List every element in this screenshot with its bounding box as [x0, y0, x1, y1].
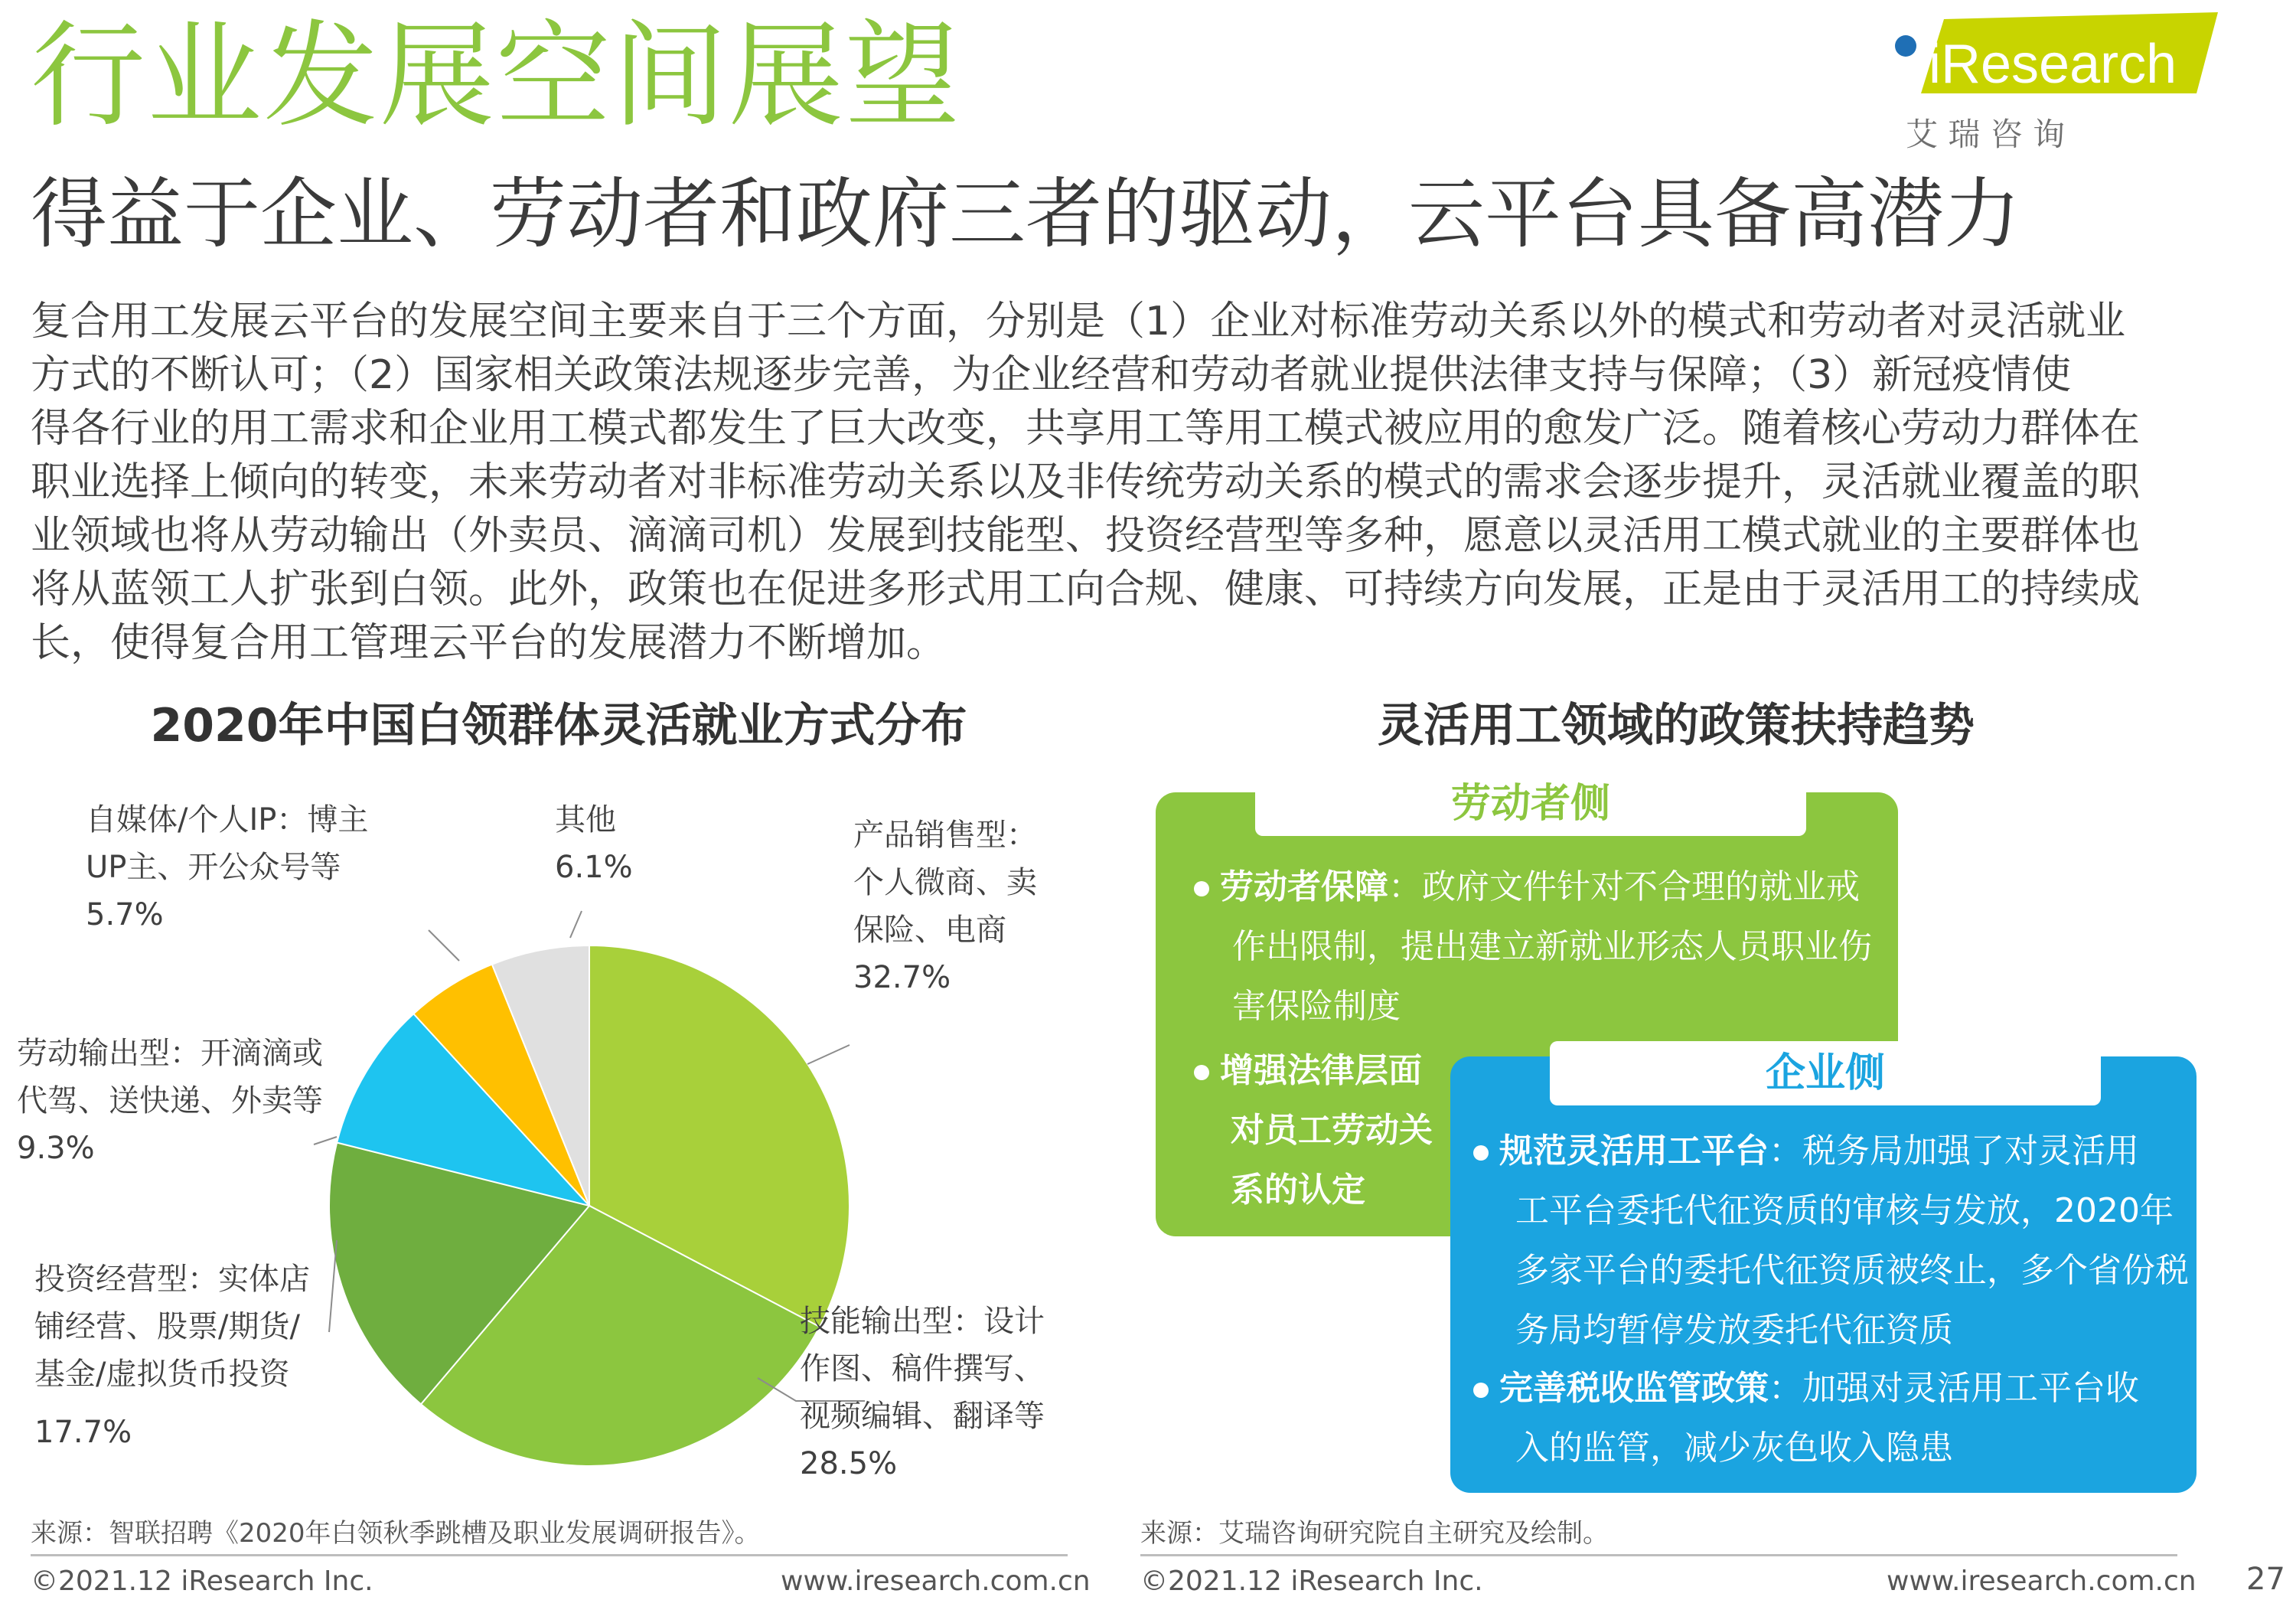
worker-item-bold: 增强法律层面: [1220, 1051, 1422, 1090]
body-line: 长，使得复合用工管理云平台的发展潜力不断增加。: [31, 620, 947, 666]
worker-side-tab: 劳动者侧: [1255, 772, 1806, 836]
body-line: 方式的不断认可；（2）国家相关政策法规逐步完善，为企业经营和劳动者就业提供法律支持与保障；（3）新冠疫情使: [31, 352, 2072, 398]
pie-label-line: UP主、开公众号等: [86, 850, 341, 885]
body-line: 职业选择上倾向的转变，未来劳动者对非标准劳动关系以及非传统劳动关系的模式的需求会逐步提升，灵活就业覆盖的职: [31, 459, 2141, 505]
page-number: 27: [2246, 1562, 2285, 1597]
body-line: 业领域也将从劳动输出（外卖员、滴滴司机）发展到技能型、投资经营型等多种，愿意以灵活用工模式就业的主要群体也: [31, 513, 2141, 559]
worker-item-text: ：政府文件针对不合理的就业戒: [1388, 867, 1860, 906]
worker-item-text: 害保险制度: [1232, 987, 1401, 1026]
footer-divider-left: [31, 1554, 1068, 1556]
pie-leader-line-self-media: [429, 930, 459, 961]
pie-chart-title: 2020年中国白领群体灵活就业方式分布: [150, 699, 967, 753]
pie-value: 5.7%: [86, 897, 164, 932]
pie-label-line: 视频编辑、翻译等: [800, 1399, 1045, 1434]
pie-label-line: 基金/虚拟货币投资: [34, 1357, 290, 1392]
pie-value: 9.3%: [17, 1131, 95, 1166]
pie-label-line: 产品销售型：: [853, 818, 1037, 853]
pie-label-line: 技能输出型：设计: [800, 1304, 1045, 1339]
source-left: 来源：智联招聘《2020年白领秋季跳槽及职业发展调研报告》。: [31, 1518, 761, 1549]
body-paragraph: [31, 295, 2189, 670]
pie-label-line: 保险、电商: [853, 913, 1006, 948]
pie-label-line: 其他: [555, 802, 616, 838]
pie-label-line: 代驾、送快递、外卖等: [17, 1083, 323, 1118]
page-subtitle: 得益于企业、劳动者和政府三者的驱动，云平台具备高潜力: [31, 169, 2020, 259]
body-line: 得各行业的用工需求和企业用工模式都发生了巨大改变，共享用工等用工模式被应用的愈发广泛。随着核心劳动力群体在: [31, 406, 2141, 452]
pie-label-self-media: [86, 796, 368, 939]
footer-copyright-left: ©2021.12 iResearch Inc.: [31, 1566, 373, 1597]
enterprise-item-text: ：加强对灵活用工平台收: [1769, 1369, 2139, 1408]
enterprise-item-text: 工平台委托代征资质的审核与发放，2020年: [1515, 1191, 2174, 1230]
pie-label-line: 铺经营、股票/期货/: [34, 1309, 300, 1344]
source-right: 来源：艾瑞咨询研究院自主研究及绘制。: [1140, 1518, 1609, 1549]
enterprise-item-tax: [1473, 1359, 2193, 1478]
enterprise-item-text: ：税务局加强了对灵活用: [1769, 1131, 2139, 1171]
iresearch-logo: [1875, 8, 2219, 153]
pie-value: 32.7%: [853, 960, 951, 995]
footer-divider-right: [1140, 1554, 2177, 1556]
pie-leader-line-product-sales: [807, 1045, 850, 1064]
worker-item-legal: [1194, 1041, 1477, 1220]
worker-item-bold: 系的认定: [1231, 1171, 1365, 1210]
logo-cn-text: 艾 瑞 咨 询: [1906, 116, 2066, 153]
page-title: 行业发展空间展望: [31, 10, 962, 143]
bullet-icon: [1473, 1383, 1489, 1398]
enterprise-item-text: 入的监管，减少灰色收入隐患: [1515, 1429, 1953, 1468]
worker-item-protection: [1194, 857, 1883, 1037]
pie-label-line: 投资经营型：实体店: [34, 1262, 310, 1297]
policy-diagram-title: 灵活用工领域的政策扶持趋势: [1378, 699, 1975, 753]
pie-label-investment: [34, 1256, 310, 1456]
logo-graphic: [1875, 8, 2219, 153]
enterprise-item-text: 多家平台的委托代征资质被终止，多个省份税: [1515, 1251, 2189, 1290]
body-line: 复合用工发展云平台的发展空间主要来自于三个方面，分别是（1）企业对标准劳动关系以外的模式和劳动者对灵活就业: [31, 299, 2126, 344]
enterprise-item-bold: 规范灵活用工平台: [1499, 1131, 1769, 1171]
pie-label-skill-output: [800, 1298, 1045, 1487]
pie-label-labor-output: [17, 1030, 323, 1172]
worker-item-bold: 劳动者保障: [1220, 867, 1388, 906]
enterprise-side-tab: 企业侧: [1550, 1041, 2101, 1105]
footer-copyright-right: ©2021.12 iResearch Inc.: [1140, 1566, 1483, 1597]
pie-label-line: 自媒体/个人IP：博主: [86, 802, 369, 838]
pie-label-line: 作图、稿件撰写、: [800, 1351, 1045, 1386]
worker-item-bold: 对员工劳动关: [1231, 1111, 1433, 1150]
enterprise-item-text: 务局均暂停发放委托代征资质: [1515, 1311, 1953, 1350]
logo-text: iResearch: [1929, 34, 2177, 95]
body-line: 将从蓝领工人扩张到白领。此外，政策也在促进多形式用工向合规、健康、可持续方向发展，正是由于灵活用工的持续成: [31, 567, 2141, 612]
pie-label-product-sales: [853, 811, 1037, 1001]
pie-value: 17.7%: [34, 1415, 132, 1450]
footer-url-left[interactable]: www.iresearch.com.cn: [781, 1566, 1091, 1597]
pie-label-line: 个人微商、卖: [853, 865, 1037, 900]
enterprise-item-bold: 完善税收监管政策: [1499, 1369, 1769, 1408]
worker-item-text: 作出限制，提出建立新就业形态人员职业伤: [1232, 927, 1872, 966]
bullet-icon: [1473, 1145, 1489, 1161]
bullet-icon: [1194, 1065, 1209, 1080]
pie-leader-line-other: [570, 911, 582, 938]
pie-label-line: 劳动输出型：开滴滴或: [17, 1036, 323, 1071]
pie-value: 6.1%: [555, 850, 633, 885]
pie-value: 28.5%: [800, 1446, 898, 1481]
pie-label-other: [555, 796, 633, 891]
footer-url-right[interactable]: www.iresearch.com.cn: [1887, 1566, 2197, 1597]
bullet-icon: [1194, 881, 1209, 896]
enterprise-item-platform: [1473, 1122, 2193, 1360]
